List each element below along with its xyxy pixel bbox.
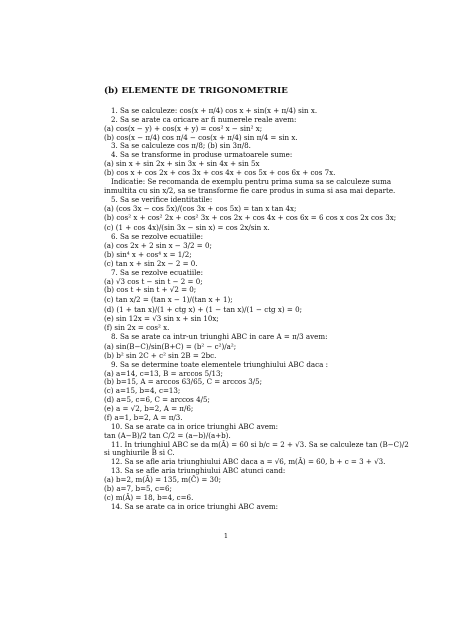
text-line: inmultita cu sin x/2, sa se transforme fie care produs in suma si asa mai departe. <box>104 185 396 195</box>
problem-list <box>104 106 409 511</box>
text-line: (a) cos 2x + 2 sin x − 3/2 = 0; <box>104 241 212 251</box>
text-line: (f) a=1, b=2, A = π/3. <box>104 412 183 422</box>
text-line: (b) sin⁴ x + cos⁴ x = 1/2; <box>104 250 192 260</box>
text-line: si unghiurile B si C. <box>104 448 175 458</box>
text-line: (a) cos(x − y) + cos(x + y) = cos² x − sin² x; <box>104 123 263 133</box>
text-line: (a) a=14, c=13, B = arccos 5/13; <box>104 368 223 378</box>
text-line: (b) cos² x + cos² 2x + cos² 3x + cos 2x + cos 4x + cos 6x = 6 cos x cos 2x cos 3x; <box>104 213 397 223</box>
text-line: 6. Sa se rezolve ecuatiile: <box>111 232 204 242</box>
text-line: 8. Sa se arate ca intr-un triunghi ABC in care A = π/3 avem: <box>111 332 328 342</box>
text-line: 11. In triunghiul ABC se da m(Â) = 60 si b/c = 2 + √3. Sa se calculeze tan (B−C)/2 <box>111 439 409 449</box>
text-line: (c) tan x/2 = (tan x − 1)/(tan x + 1); <box>104 295 233 305</box>
text-line: (b) b=15, A = arccos 63/65, C = arccos 3/5; <box>104 377 263 387</box>
text-line: 7. Sa se rezolve ecuatiile: <box>111 267 204 277</box>
text-line: (a) sin(B−C)/sin(B+C) = (b² − c²)/a²; <box>104 341 237 351</box>
text-line: (c) a=15, b=4, c=13; <box>104 386 181 396</box>
section-heading: (b) ELEMENTE DE TRIGONOMETRIE <box>104 86 288 96</box>
text-line: (f) sin 2x = cos² x. <box>104 323 170 333</box>
page-number: 1 <box>223 532 229 540</box>
text-line: (b) cos(x − π/4) cos π/4 − cos(x + π/4) sin π/4 = sin x. <box>104 132 298 142</box>
text-line: 12. Sa se afle aria triunghiului ABC daca a = √6, m(Â) = 60, b + c = 3 + √3. <box>111 457 386 467</box>
text-line: 13. Sa se afle aria triunghiului ABC atunci cand: <box>111 466 286 476</box>
text-line: 10. Sa se arate ca in orice triunghi ABC avem: <box>111 421 279 431</box>
text-line: (a) sin x + sin 2x + sin 3x + sin 4x + sin 5x <box>104 159 260 169</box>
text-line: (e) sin 12x = √3 sin x + sin 10x; <box>104 314 219 324</box>
text-line: (c) m(Â) = 18, b=4, c=6. <box>104 492 194 502</box>
text-line: (c) (1 + cos 4x)/(sin 3x − sin x) = cos 2x/sin x. <box>104 223 270 233</box>
text-line: (d) (1 + tan x)/(1 + ctg x) + (1 − tan x)/(1 − ctg x) = 0; <box>104 305 302 315</box>
text-line: (b) a=7, b=5, c=6; <box>104 483 172 493</box>
text-line: tan (A−B)/2 tan C/2 = (a−b)/(a+b). <box>104 430 231 440</box>
text-line: (b) cos t + sin t + √2 = 0; <box>104 285 197 295</box>
text-line: Indicatie: Se recomanda de exemplu pentru prima suma sa se calculeze suma <box>111 176 392 186</box>
text-line: (b) b² sin 2C + c² sin 2B = 2bc. <box>104 350 217 360</box>
text-line: (a) √3 cos t − sin t − 2 = 0; <box>104 276 203 286</box>
text-line: 2. Sa se arate ca oricare ar fi numerele reale avem: <box>111 114 297 124</box>
text-line: 9. Sa se determine toate elementele triunghiului ABC daca : <box>111 359 328 369</box>
text-line: (c) tan x + sin 2x − 2 = 0. <box>104 258 198 268</box>
text-line: (a) b=2, m(Â) = 135, m(Ĉ) = 30; <box>104 474 221 484</box>
text-line: 14. Sa se arate ca in orice triunghi ABC avem: <box>111 501 279 511</box>
text-line: 5. Sa se verifice identitatile: <box>111 194 213 204</box>
text-line: 1. Sa se calculeze: cos(x + π/4) cos x + sin(x + π/4) sin x. <box>111 106 318 115</box>
text-line: 4. Sa se transforme in produse urmatoarele sume: <box>111 150 293 160</box>
text-line: (d) a=5, c=6, C = arccos 4/5; <box>104 395 210 405</box>
text-line: (a) (cos 3x − cos 5x)/(cos 3x + cos 5x) = tan x tan 4x; <box>104 204 297 214</box>
text-line: (e) a = √2, b=2, A = π/6; <box>104 404 194 414</box>
text-line: (b) cos x + cos 2x + cos 3x + cos 4x + cos 5x + cos 6x + cos 7x. <box>104 168 336 178</box>
text-line: 3. Sa se calculeze cos π/8; (b) sin 3π/8. <box>111 141 251 151</box>
